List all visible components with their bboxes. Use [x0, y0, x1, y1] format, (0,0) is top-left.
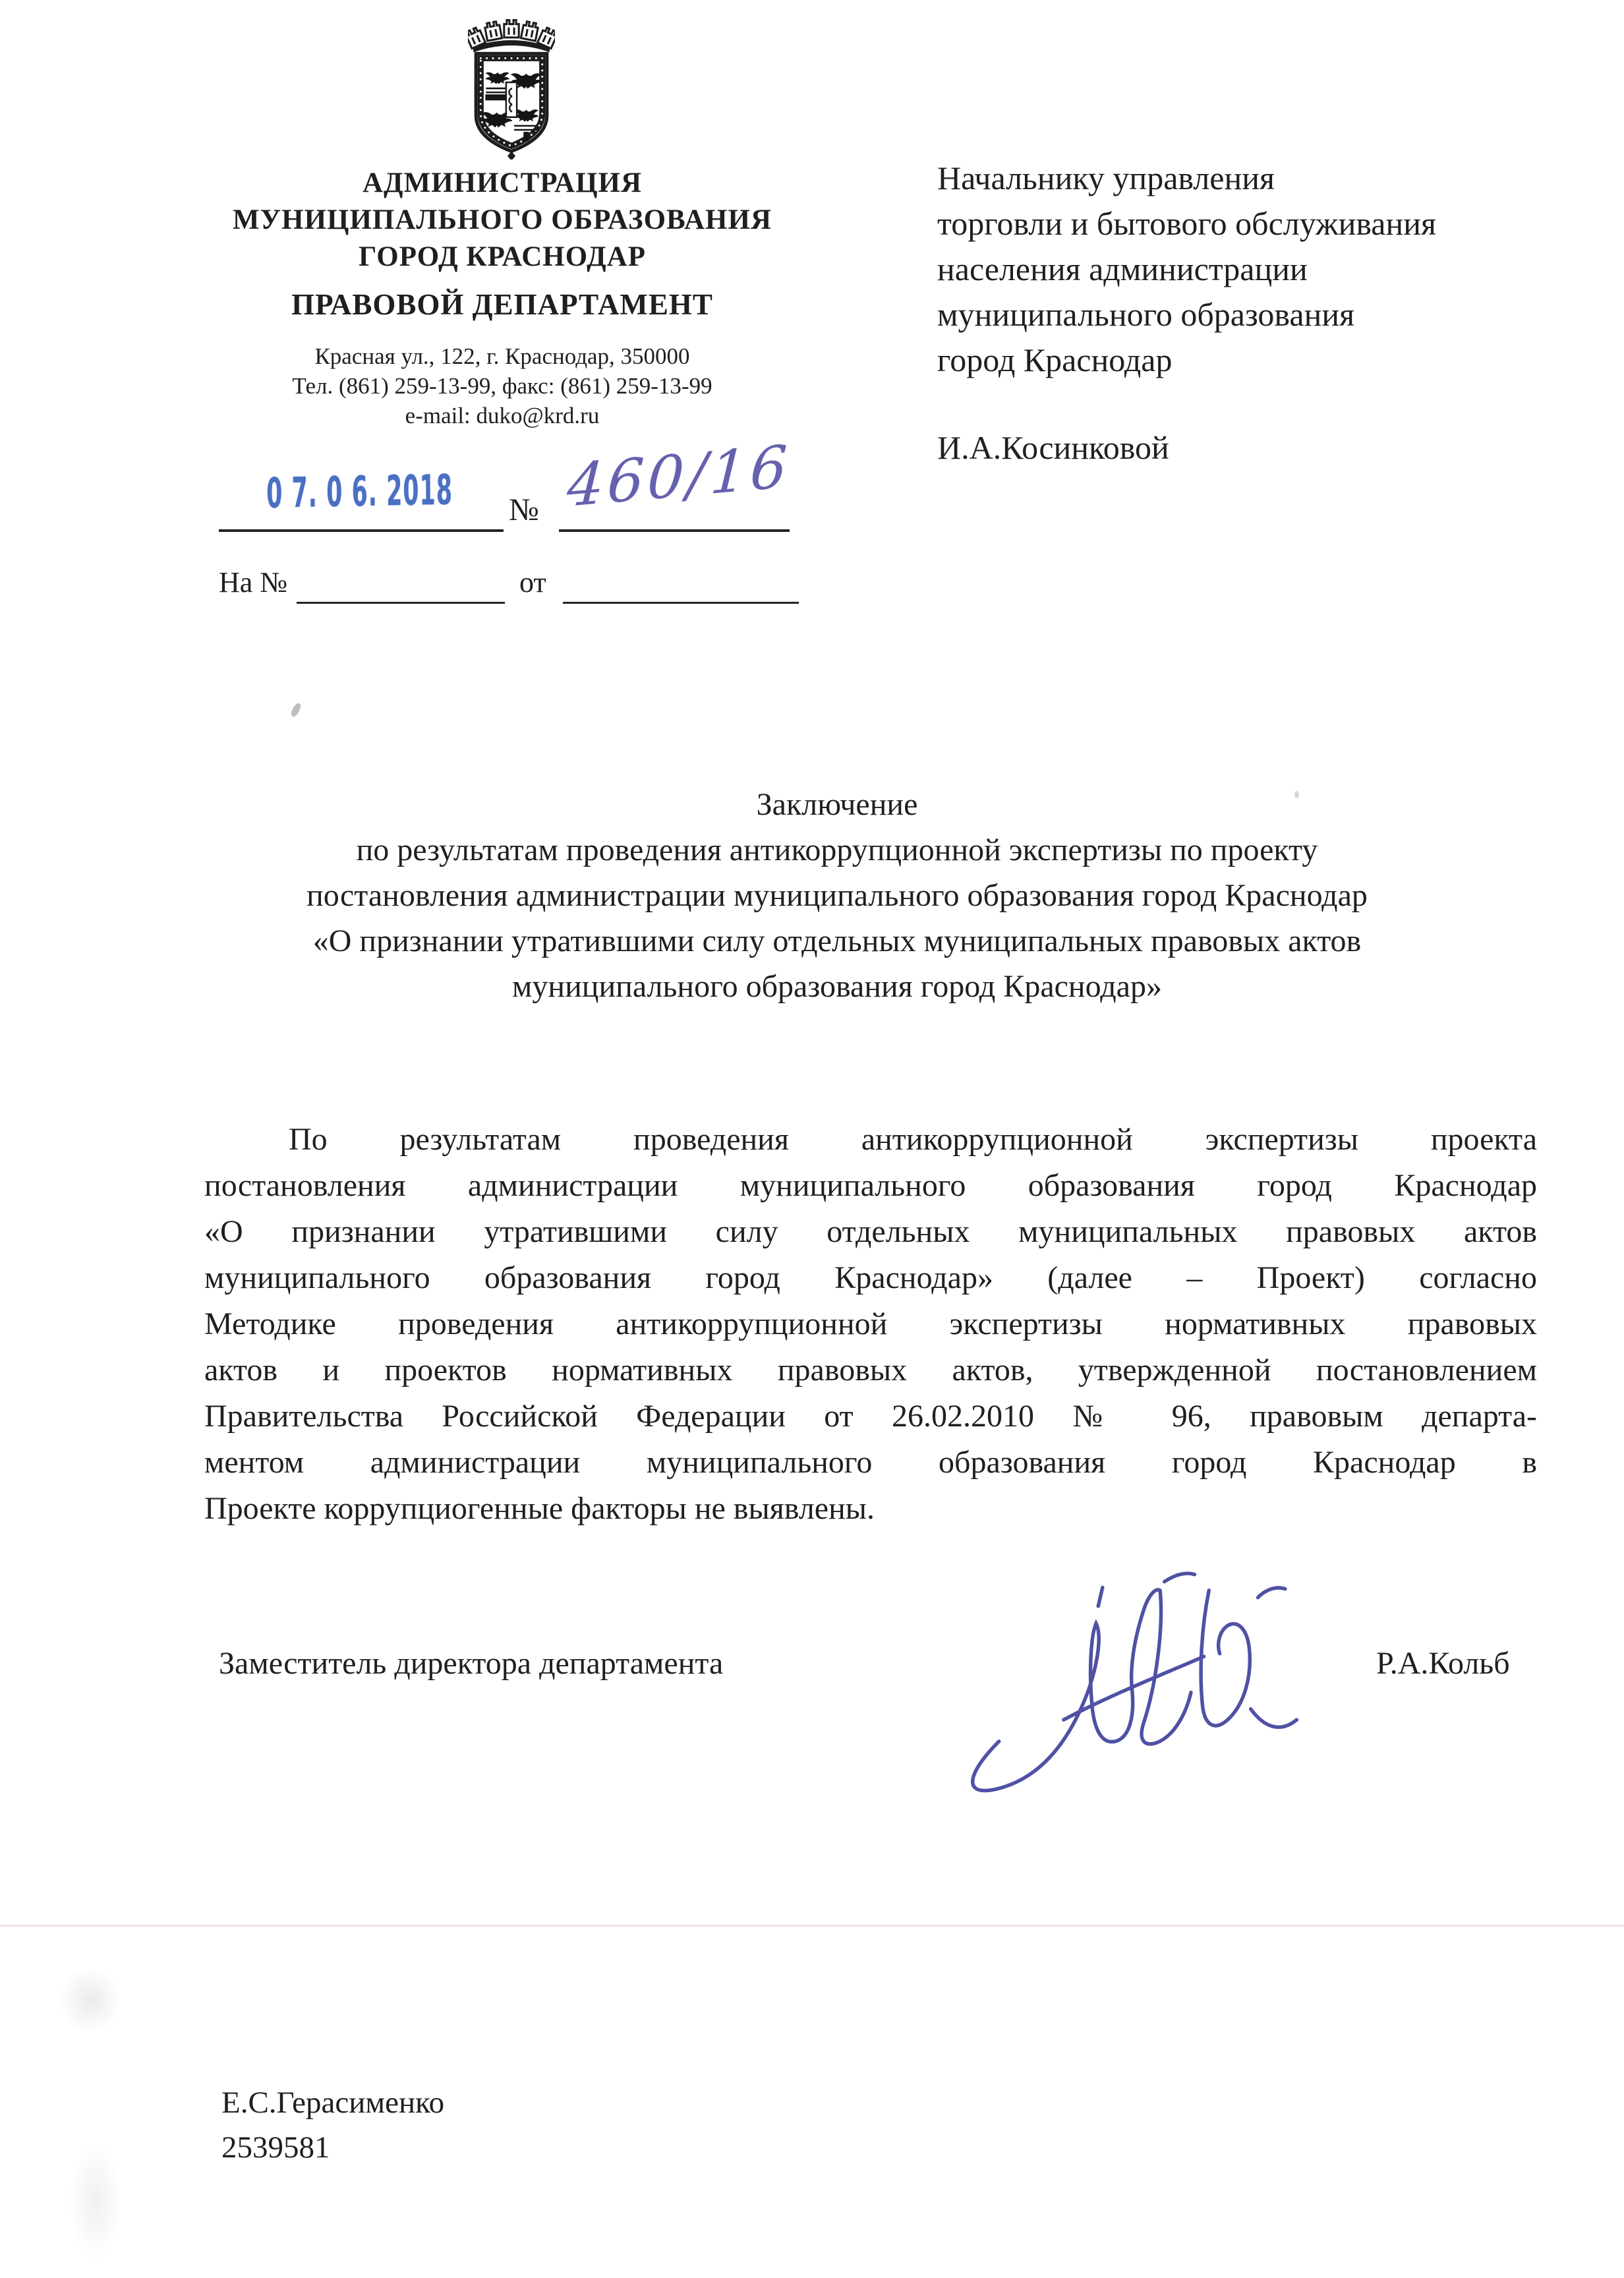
- scan-smudge: [59, 1968, 122, 2033]
- title-line: муниципального образования город Краснодар»: [512, 969, 1162, 1004]
- title-line: по результатам проведения антикоррупционной экспертизы по проекту: [356, 832, 1318, 867]
- recipient-line: торговли и бытового обслуживания: [937, 205, 1437, 242]
- body-line: актов и проектов нормативных правовых актов, утвержденной постановлением: [204, 1353, 1537, 1387]
- recipient-line: муниципального образования: [937, 296, 1355, 333]
- date-stamp: 0 7. 0 6. 2018: [266, 465, 453, 517]
- signature-image: [941, 1569, 1330, 1806]
- recipient-line: Начальнику управления: [937, 160, 1275, 196]
- org-name-line-1: АДМИНИСТРАЦИЯ: [362, 167, 643, 198]
- number-underline: [559, 529, 790, 532]
- ref-number-label: На №: [219, 566, 288, 599]
- ref-date-label: от: [519, 566, 546, 599]
- recipient-name: И.А.Косинковой: [937, 429, 1169, 466]
- body-line: Правительства Российской Федерации от 26.02.2010 № 96, правовым департа-: [204, 1399, 1537, 1434]
- ref-number-underline: [297, 602, 505, 604]
- org-address: Красная ул., 122, г. Краснодар, 350000: [314, 343, 690, 369]
- ref-date-underline: [563, 602, 799, 604]
- title-line: Заключение: [756, 787, 918, 822]
- recipient-block: [937, 156, 1563, 471]
- body-line: «О признании утратившими силу отдельных муниципальных правовых актов: [204, 1214, 1537, 1249]
- recipient-line: город Краснодар: [937, 341, 1173, 378]
- body-paragraph: [204, 1117, 1537, 1532]
- body-line: муниципального образования город Краснодар» (далее – Проект) согласно: [204, 1260, 1537, 1295]
- scan-speck: [289, 702, 302, 718]
- org-phones: Тел. (861) 259-13-99, факс: (861) 259-13-99: [292, 373, 712, 399]
- executor-name: Е.С.Герасименко: [221, 2086, 445, 2120]
- executor-phone: 2539581: [221, 2130, 330, 2165]
- department-name: ПРАВОВОЙ ДЕПАРТАМЕНТ: [291, 288, 713, 321]
- body-line: Проекте коррупциогенные факторы не выявлены.: [204, 1491, 875, 1526]
- body-line: Методике проведения антикоррупционной экспертизы нормативных правовых: [204, 1306, 1537, 1341]
- date-underline: [219, 529, 504, 532]
- signer-name: Р.А.Кольб: [1376, 1646, 1510, 1681]
- recipient-line: населения администрации: [937, 250, 1308, 287]
- number-sign: №: [509, 492, 539, 527]
- scan-artifact-line: [0, 1925, 1624, 1927]
- krasnodar-coat-of-arms-icon: [468, 13, 555, 160]
- org-email: e-mail: duko@krd.ru: [405, 403, 600, 428]
- org-name-line-2: МУНИЦИПАЛЬНОГО ОБРАЗОВАНИЯ: [232, 204, 772, 235]
- title-line: «О признании утратившими силу отдельных муниципальных правовых актов: [312, 923, 1362, 958]
- body-line: По результатам проведения антикоррупционной экспертизы проекта: [289, 1122, 1537, 1157]
- signer-position: Заместитель директора департамента: [219, 1646, 724, 1681]
- scan-speck: [1294, 791, 1299, 798]
- org-contact-block: [199, 341, 805, 430]
- sender-org-block: [199, 165, 805, 430]
- document-title: [165, 782, 1509, 1009]
- document-number-handwritten: 460/16: [566, 432, 792, 520]
- body-line: постановления администрации муниципального образования город Краснодар: [204, 1168, 1537, 1203]
- title-line: постановления администрации муниципального образования город Краснодар: [306, 878, 1368, 913]
- body-line: ментом администрации муниципального образования город Краснодар в: [204, 1445, 1537, 1480]
- scan-smudge: [69, 2142, 122, 2261]
- org-name-line-3: ГОРОД КРАСНОДАР: [359, 241, 646, 272]
- executor-block: [221, 2080, 444, 2170]
